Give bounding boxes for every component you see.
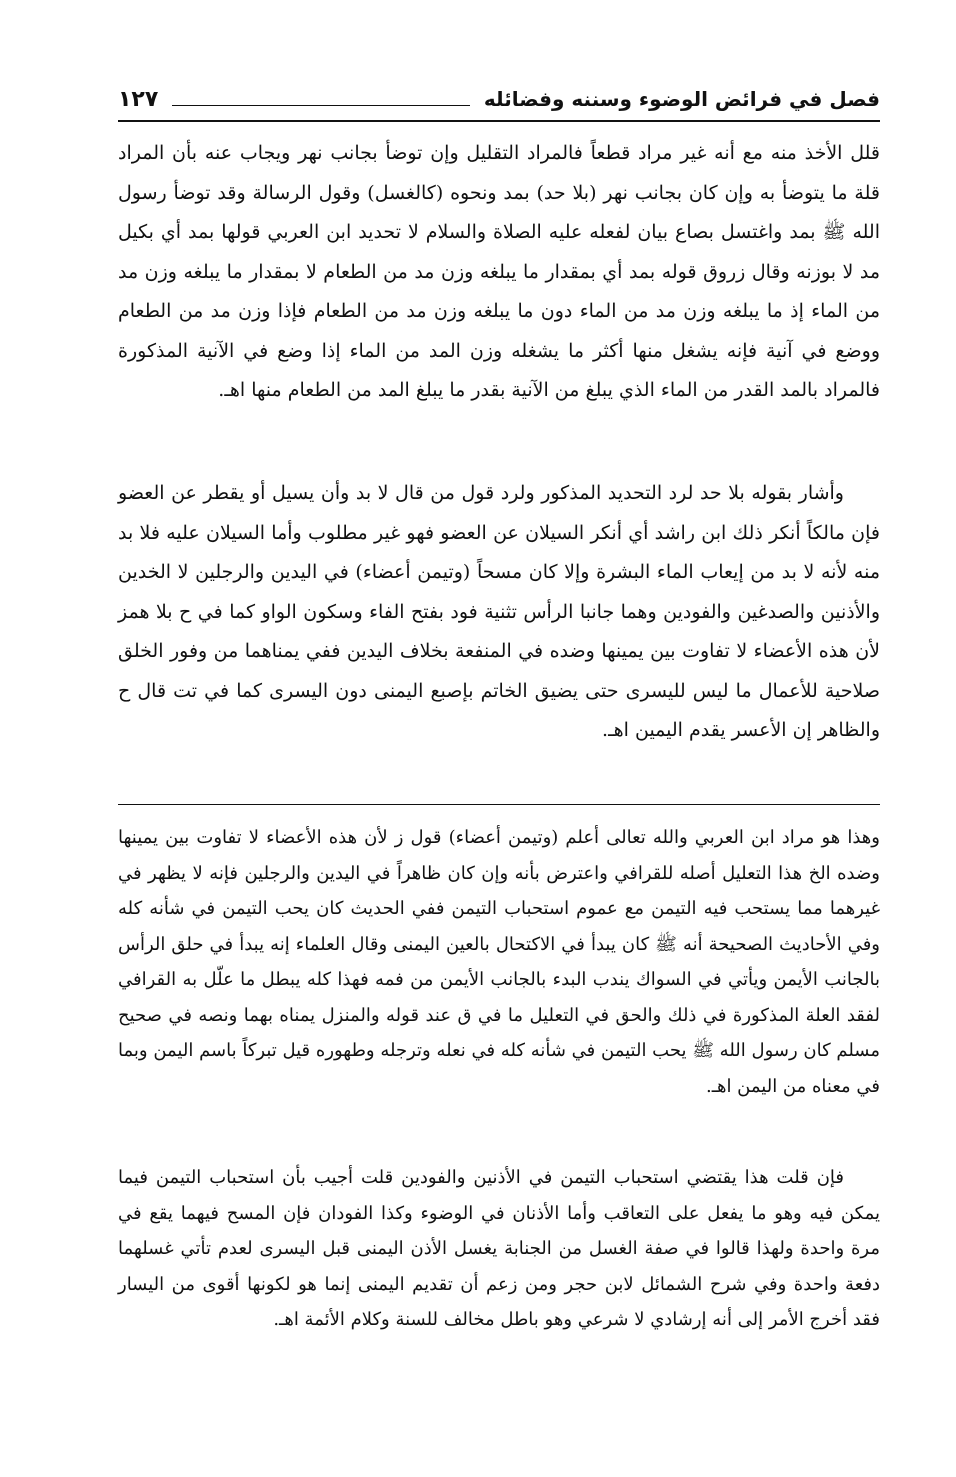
footnotes — [118, 820, 880, 1104]
header-leader-line — [172, 105, 470, 106]
footnote-paragraph-2: فإن قلت هذا يقتضي استحباب التيمن في الأذنين والفودين قلت أجيب بأن استحباب التيمن فيما يمكن فيه وهو ما يفعل على التعاقب وأما الأذنان في الوضوء وكذا الفودان فإن المسح فيهما يقع في مرة واحدة ولهذا قالوا في صفة الغسل من الجنابة يغسل الأذن اليمنى قبل اليسرى لعدم تأتي غسلهما دفعة واحدة وفي شرح الشمائل لابن حجر ومن زعم أن تقديم اليمنى إنما هو لكونها أقوى من اليسار فقد أخرج الأمر إلى أنه إرشادي لا شرعي وهو باطل مخالف للسنة وكلام الأئمة اهـ. — [118, 1167, 880, 1330]
header-divider — [118, 120, 880, 122]
main-text-2 — [118, 474, 880, 751]
footnote-divider — [118, 804, 880, 805]
running-header — [118, 82, 880, 116]
chapter-title: فصل في فرائض الوضوء وسننه وفضائله — [483, 87, 880, 111]
page-number: ١٢٧ — [118, 86, 159, 112]
main-paragraph-1: قلل الأخذ منه مع أنه غير مراد قطعاً فالمراد التقليل وإن توضأ بجانب نهر ويجاب عنه بأن المراد قلة ما يتوضأ به وإن كان بجانب نهر (بلا حد) بمد ونحوه (كالغسل) وقول الرسالة وقد توضأ رسول الله ﷺ بمد واغتسل بصاع بيان لفعله عليه الصلاة والسلام لا تحديد ابن العربي قولها بمد أي بكيل مد لا بوزنه وقال زروق قوله بمد أي بمقدار ما يبلغه وزن مد من الطعام لا بمقدار ما يبلغه وزن مد من الماء إذ ما يبلغه وزن مد من الماء دون ما يبلغه وزن مد من الطعام فإذا وزن مد من الطعام ووضع في آنية فإنه يشغل منها أكثر ما يشغله وزن المد من الماء إذا وضع في الآنية المذكورة فالمراد بالمد القدر من الماء الذي يبلغ من الآنية بقدر ما يبلغ المد من الطعام منها اهـ. — [118, 142, 880, 401]
main-text — [118, 134, 880, 411]
main-paragraph-2: وأشار بقوله بلا حد لرد التحديد المذكور ولرد قول من قال لا بد وأن يسيل أو يقطر عن العضو فإن مالكاً أنكر ذلك ابن راشد أي أنكر السيلان عن العضو فهو غير مطلوب وأما السيلان عليه فلا بد منه لأنه لا بد من إيعاب الماء البشرة وإلا كان مسحاً (وتيمن أعضاء) في اليدين والرجلين لا الخدين والأذنين والصدغين والفودين وهما جانبا الرأس تثنية فود بفتح الفاء وسكون الواو كما في ح بلا همز لأن هذه الأعضاء لا تفاوت بين يمينها وضده في المنفعة بخلاف اليدين ففي يمناهما من وفور الخلق صلاحية للأعمال ما ليس لليسرى حتى يضيق الخاتم بإصبع اليمنى دون اليسرى كما في تت قال ح والظاهر إن الأعسر يقدم اليمين اهـ. — [118, 482, 880, 741]
footnote-paragraph-1: وهذا هو مراد ابن العربي والله تعالى أعلم (وتيمن أعضاء) قول ز لأن هذه الأعضاء لا تفاوت بين يمينها وضده الخ هذا التعليل أصله للقرافي واعترض بأنه وإن كان ظاهراً في اليدين والرجلين فإنه لا يظهر في غيرهما مما يستحب فيه التيمن مع عموم استحباب التيمن ففي الحديث كان يحب التيمن في شأنه كله وفي الأحاديث الصحيحة أنه ﷺ كان يبدأ في الاكتحال بالعين اليمنى وقال العلماء إنه يبدأ في حلق الرأس بالجانب الأيمن ويأتي في السواك يندب البدء بالجانب الأيمن من فمه فهذا كله يبطل ما علّل به القرافي لفقد العلة المذكورة في ذلك والحق في التعليل ما في ق عند قوله والمنزل يمناه بهما ونصه في صحيح مسلم كان رسول الله ﷺ يحب التيمن في شأنه كله في نعله وترجله وطهوره قيل تبركاً باسم اليمن وبما في معناه من اليمن اهـ. — [118, 827, 880, 1097]
footnotes-2 — [118, 1160, 880, 1338]
